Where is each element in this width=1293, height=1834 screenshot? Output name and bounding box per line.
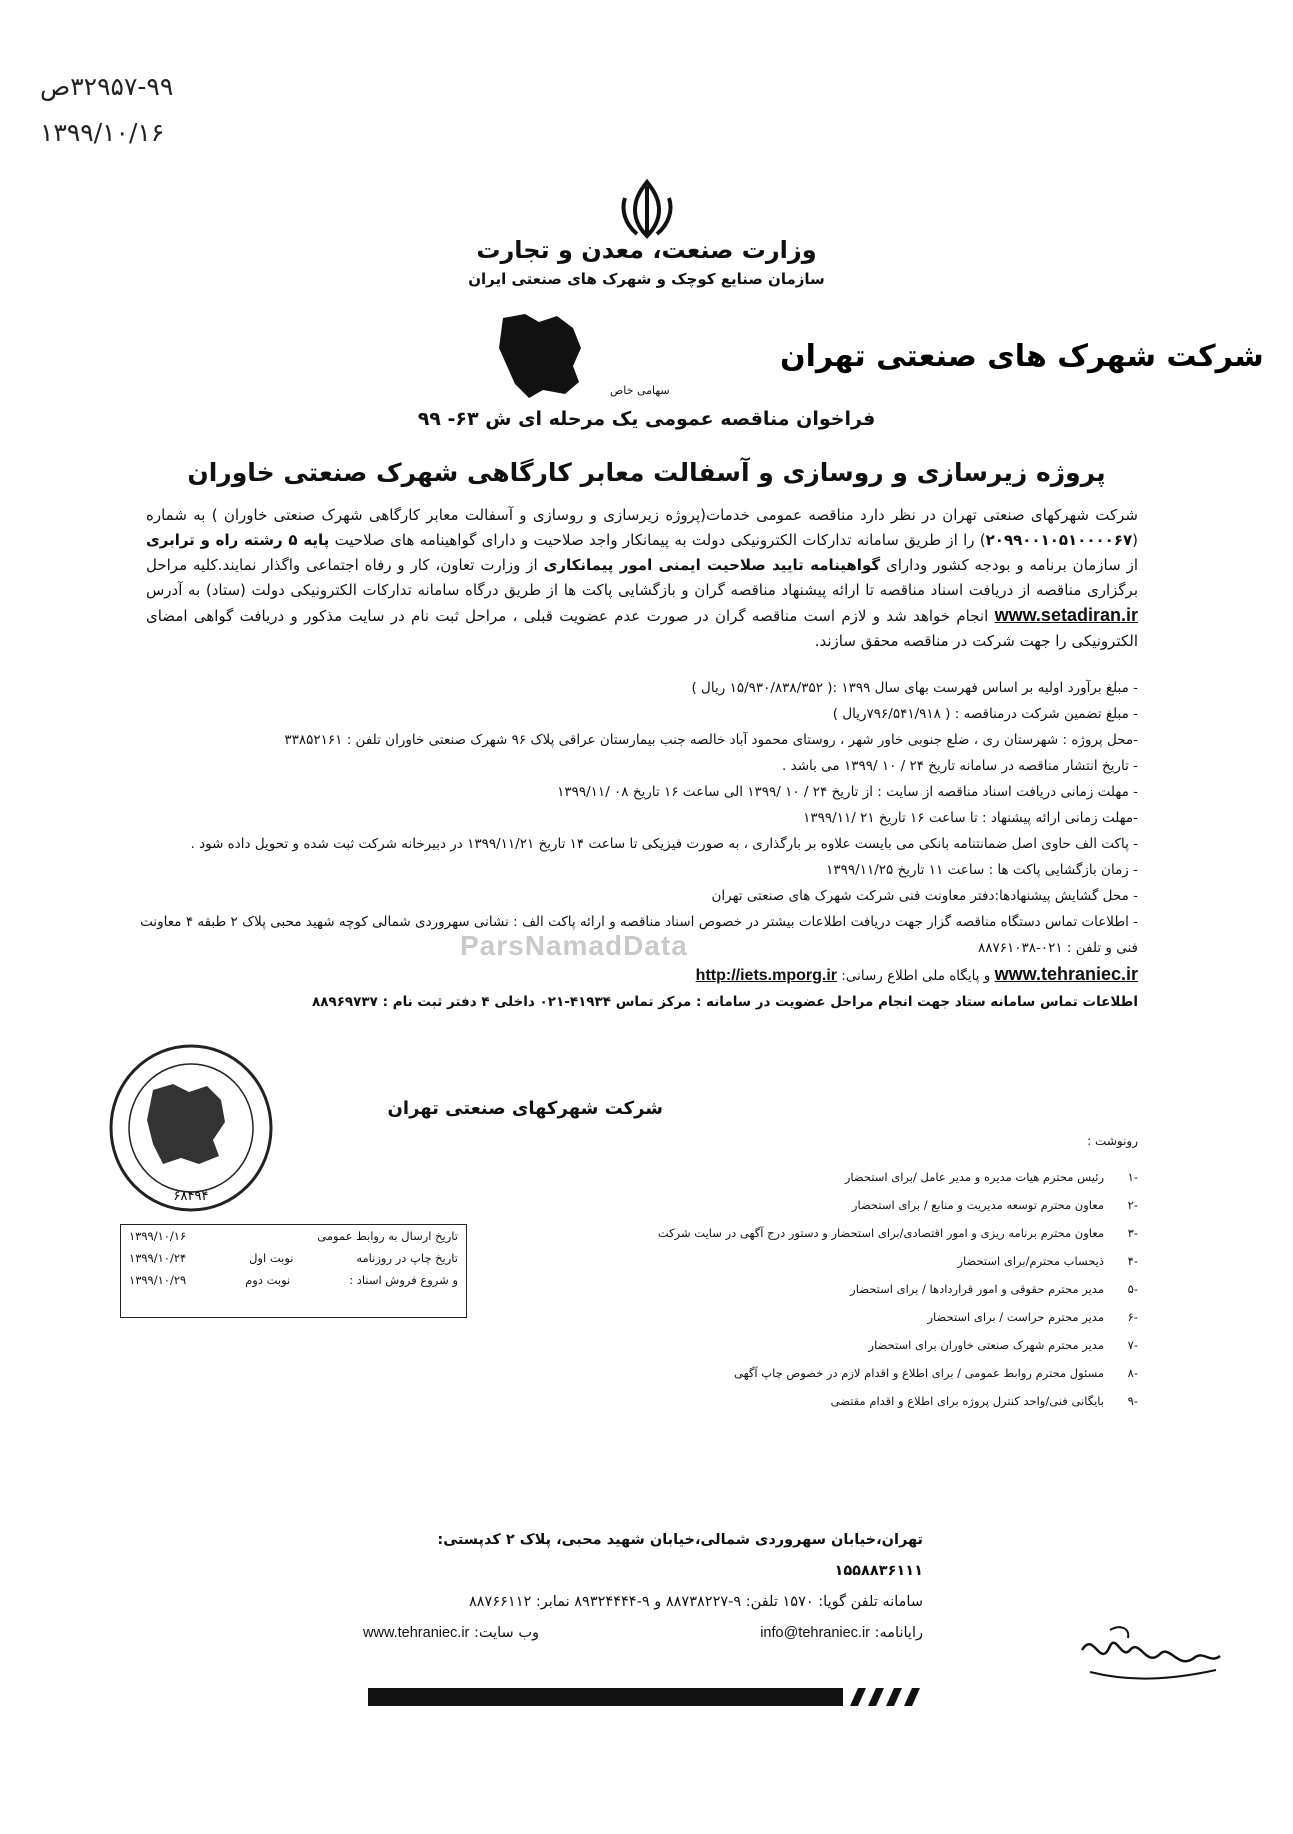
qualification-grade: پایه ۵ رشته راه و ترابری: [146, 531, 330, 549]
email-link[interactable]: info@tehraniec.ir: [760, 1625, 871, 1641]
table-value: ۱۳۹۹/۱۰/۱۶: [129, 1229, 187, 1243]
list-item: [538, 1331, 1138, 1359]
table-value: ۱۳۹۹/۱۰/۲۴: [129, 1251, 187, 1265]
list-item: - پاکت الف حاوی اصل ضمانتنامه بانکی می بایست علاوه بر بارگذاری ، به صورت فیزیکی تا ساعت ۱۴ تاریخ ۱۳۹۹/۱۱/۲۱ در دبیرخانه شرکت ثبت شده و تحویل داده شود .: [190, 836, 1138, 852]
table-value: ۱۳۹۹/۱۰/۲۹: [129, 1273, 187, 1287]
handwritten-letter-date: ۱۳۹۹/۱۰/۱۶: [40, 118, 165, 147]
iran-emblem-icon: [617, 178, 677, 242]
company-logo-text: شرکت شهرک های صنعتی تهران: [780, 339, 1264, 374]
cc-number: -۵: [1127, 1282, 1138, 1296]
cc-number: -۲: [1127, 1198, 1138, 1212]
footer-phones: سامانه تلفن گویا: ۱۵۷۰ تلفن: ۹-۸۸۷۳۸۲۲۷ و ۹-۸۹۳۲۴۴۴۴ نمابر: ۸۸۷۶۶۱۱۲: [468, 1594, 923, 1610]
cc-number: -۹: [1127, 1394, 1138, 1408]
cc-number: -۳: [1127, 1226, 1138, 1240]
iets-link[interactable]: http://iets.mporg.ir: [695, 967, 837, 984]
ministry-name: وزارت صنعت، معدن و تجارت: [476, 236, 817, 264]
list-item: [538, 1303, 1138, 1331]
cc-text: معاون محترم برنامه ریزی و امور اقتصادی/برای استحضار و دستور درج آگهی در سایت شرکت: [657, 1226, 1104, 1240]
list-item: [538, 1359, 1138, 1387]
list-item: - مبلغ تضمین شرکت درمناقصه : ( ۷۹۶/۵۴۱/۹۱۸ریال ): [832, 706, 1138, 722]
stamp-number: ۶۸۴۹۴: [173, 1189, 209, 1204]
watermark: ParsNamadData: [460, 930, 688, 961]
cc-text: مدیر محترم حقوقی و امور قراردادها / برای استحضار: [850, 1282, 1104, 1296]
cc-text: رئیس محترم هیات مدیره و مدیر عامل /برای استحضار: [844, 1170, 1104, 1184]
footer-contacts: [363, 1618, 923, 1649]
footer-address: تهران،خیابان سهروردی شمالی،خیابان شهید محبی، پلاک ۲ کدپستی: ۱۵۵۸۸۳۶۱۱۱: [437, 1532, 923, 1579]
table-label: نوبت دوم: [245, 1273, 291, 1287]
signing-company: شرکت شهرکهای صنعتی تهران: [387, 1098, 663, 1119]
website-label: وب سایت:: [473, 1625, 539, 1641]
tehraniec-link[interactable]: www.tehraniec.ir: [994, 964, 1138, 984]
tender-description: [146, 503, 1138, 654]
cc-text: بایگانی فنی/واحد کنترل پروژه برای اطلاع و اقدام مقتضی: [830, 1394, 1104, 1408]
tender-details-list: [140, 675, 1138, 1015]
contact-line: اطلاعات تماس سامانه ستاد جهت انجام مراحل عضویت در سامانه : مرکز تماس ۴۱۹۳۴-۰۲۱ داخلی ۴ دفتر ثبت نام : ۸۸۹۶۹۷۳۷: [311, 994, 1138, 1010]
cc-title: رونوشت :: [1087, 1134, 1138, 1148]
cc-list: [538, 1163, 1138, 1415]
handwritten-signature-icon: [1070, 1610, 1230, 1700]
links-line: [140, 961, 1138, 989]
cc-number: -۸: [1127, 1366, 1138, 1380]
list-item: [538, 1163, 1138, 1191]
email-label: رایانامه:: [874, 1625, 923, 1641]
footer-decorative-bar: [368, 1686, 926, 1708]
cc-text: معاون محترم توسعه مدیریت و منابع / برای استحضار: [851, 1198, 1104, 1212]
body-part-2: ) را از طریق سامانه تدارکات الکترونیکی دولت به پیمانکار واجد صلاحیت و دارای گواهینامه های صلاحیت: [334, 531, 986, 549]
cc-text: ذیحساب محترم/برای استحضار: [957, 1254, 1104, 1268]
dispatch-dates-table: [120, 1224, 467, 1318]
setadiran-link[interactable]: www.setadiran.ir: [994, 605, 1138, 625]
letterhead-footer: [363, 1525, 923, 1649]
table-row: [121, 1225, 466, 1247]
list-item: [538, 1219, 1138, 1247]
list-item: [538, 1275, 1138, 1303]
official-stamp-icon: [103, 1040, 278, 1218]
list-item: -محل پروژه : شهرستان ری ، ضلع جنوبی خاور شهر ، روستای محمود آباد خالصه جنب بیمارستان عراقی پلاک ۹۶ شهرک صنعتی خاوران تلفن : ۳۳۸۵۲۱۶۱: [284, 732, 1138, 748]
body-part-1: شرکت شهرکهای صنعتی تهران در نظر دارد مناقصه عمومی خدمات(پروژه زیرسازی و روسازی و آسفالت معابر کارگاهی شهرک صنعتی خاوران ) به شماره (: [146, 506, 1138, 549]
list-item: - تاریخ انتشار مناقصه در سامانه تاریخ ۲۴ / ۱۰ /۱۳۹۹ می باشد .: [782, 758, 1138, 774]
cc-number: -۶: [1127, 1310, 1138, 1324]
website-link[interactable]: www.tehraniec.ir: [363, 1625, 470, 1641]
list-item: [538, 1387, 1138, 1415]
organization-name: سازمان صنایع کوچک و شهرک های صنعتی ایران: [468, 270, 825, 288]
cc-number: -۴: [1127, 1254, 1138, 1268]
list-item: - مبلغ برآورد اولیه بر اساس فهرست بهای سال ۱۳۹۹ :( ۱۵/۹۳۰/۸۳۸/۳۵۲ ریال ): [691, 680, 1138, 696]
table-row: [121, 1247, 466, 1269]
cc-number: -۷: [1127, 1338, 1138, 1352]
company-type: سهامی خاص: [610, 384, 670, 397]
table-row: [121, 1269, 466, 1291]
list-item: [538, 1191, 1138, 1219]
body-part-5: انجام خواهد شد و لازم است مناقصه گران در صورت عدم عضویت قبلی ، مراحل ثبت نام در سایت مذکور و دریافت گواهی امضای الکترونیکی را جهت شرکت در مناقصه محقق سازند.: [146, 607, 1138, 650]
cc-text: مدیر محترم حراست / برای استحضار: [927, 1310, 1104, 1324]
safety-certificate: گواهینامه تایید صلاحیت ایمنی امور پیمانکاری: [543, 556, 881, 574]
table-label: تاریخ ارسال به روابط عمومی: [317, 1229, 458, 1243]
links-middle-text: و پایگاه ملی اطلاع رسانی:: [841, 968, 991, 984]
list-item: - محل گشایش پیشنهادها:دفتر معاونت فنی شرکت شهرک های صنعتی تهران: [711, 888, 1138, 904]
cc-number: -۱: [1127, 1170, 1138, 1184]
table-label: و شروع فروش اسناد :: [349, 1273, 458, 1287]
list-item: - اطلاعات تماس دستگاه مناقصه گزار جهت دریافت اطلاعات بیشتر در خصوص اسناد مناقصه و ارائه پاکت الف : نشانی سهروردی شمالی کوچه شهید محبی پلاک ۲ طبقه ۴ معاونت فنی و تلفن : ۰۲۱-۸۸۷۶۱۰۳۸: [140, 914, 1138, 956]
list-item: - مهلت زمانی دریافت اسناد مناقصه از سایت : از تاریخ ۲۴ / ۱۰ /۱۳۹۹ الی ساعت ۱۶ تاریخ ۰۸ /۱۳۹۹/۱۱: [557, 784, 1138, 800]
list-item: -مهلت زمانی ارائه پیشنهاد : تا ساعت ۱۶ تاریخ ۲۱ /۱۳۹۹/۱۱: [803, 810, 1138, 826]
tender-number-heading: فراخوان مناقصه عمومی یک مرحله ای ش ۶۳- ۹۹: [417, 408, 876, 430]
list-item: [538, 1247, 1138, 1275]
list-item: - زمان بازگشایی پاکت ها : ساعت ۱۱ تاریخ ۱۳۹۹/۱۱/۲۵: [826, 862, 1138, 878]
project-title: پروژه زیرسازی و روسازی و آسفالت معابر کارگاهی شهرک صنعتی خاوران: [187, 458, 1106, 487]
cc-text: مسئول محترم روابط عمومی / برای اطلاع و اقدام لازم در خصوص چاپ آگهی: [734, 1366, 1104, 1380]
tender-code: ۲۰۹۹۰۰۱۰۵۱۰۰۰۰۶۷: [985, 531, 1133, 549]
table-label: تاریخ چاپ در روزنامه: [356, 1251, 458, 1265]
table-label: نوبت اول: [249, 1251, 294, 1265]
cc-text: مدیر محترم شهرک صنعتی خاوران برای استحضار: [868, 1338, 1104, 1352]
handwritten-letter-number: ۳۲۹۵۷-۹۹ص: [40, 72, 174, 101]
body-part-3: از سازمان برنامه و بودجه کشور ودارای: [886, 556, 1138, 574]
body-part-4: از وزارت تعاون، کار و رفاه اجتماعی واگذار نمایند.کلیه مراحل برگزاری مناقصه از دریافت اسناد مناقصه تا ارائه پیشنهاد مناقصه گران و بازگشایی پاکت ها از طریق درگاه سامانه تدارکات الکترونیکی دولت (ستاد) به آدرس: [146, 556, 1138, 599]
